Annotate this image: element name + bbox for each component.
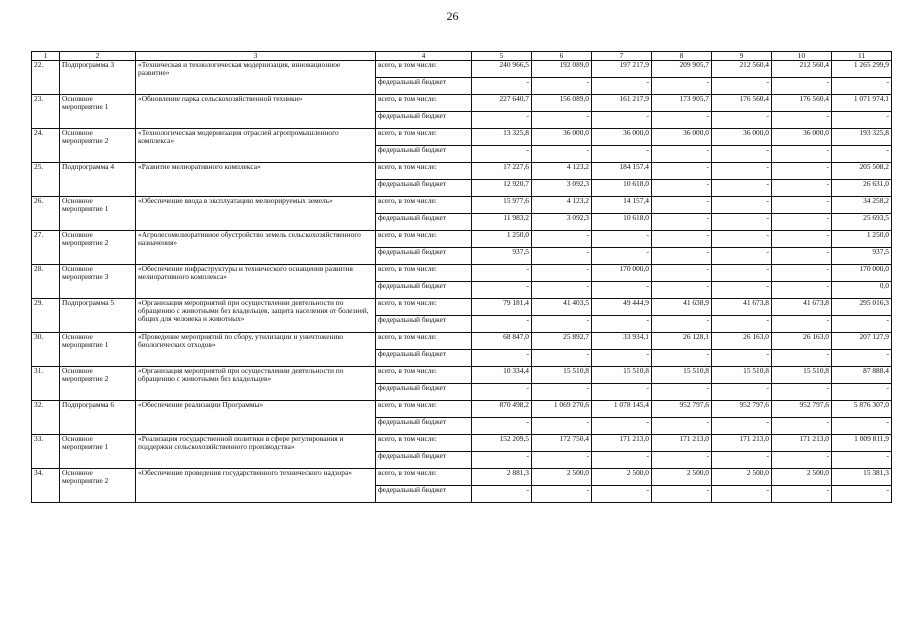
funding-source: федеральный бюджет [376, 146, 472, 163]
program-name: «Обеспечение инфраструктуры и технического оснащения развития мелиоративного комплекса» [136, 265, 376, 299]
amount-cell: 17 227,6 [472, 163, 532, 180]
amount-cell: - [532, 452, 592, 469]
program-type: Основное мероприятие 2 [60, 231, 136, 265]
amount-cell: - [472, 265, 532, 282]
amount-cell: 15 381,3 [832, 469, 892, 486]
amount-cell: 33 934,1 [592, 333, 652, 350]
program-name: «Организация мероприятий при осуществлении деятельности по обращению с животными без владельцев» [136, 367, 376, 401]
row-number: 26. [32, 197, 60, 231]
amount-cell: 2 500,0 [652, 469, 712, 486]
amount-cell: - [832, 452, 892, 469]
column-number: 11 [832, 52, 892, 61]
amount-cell: - [652, 452, 712, 469]
amount-cell: 12 920,7 [472, 180, 532, 197]
funding-source: федеральный бюджет [376, 486, 472, 503]
amount-cell: - [652, 265, 712, 282]
amount-cell: - [712, 418, 772, 435]
amount-cell: 152 209,5 [472, 435, 532, 452]
amount-cell: - [712, 350, 772, 367]
amount-cell: - [592, 282, 652, 299]
amount-cell: 207 127,9 [832, 333, 892, 350]
amount-cell: - [772, 486, 832, 503]
funding-source: всего, в том числе: [376, 61, 472, 78]
amount-cell: 197 217,9 [592, 61, 652, 78]
amount-cell: - [712, 316, 772, 333]
amount-cell: 36 000,0 [772, 129, 832, 146]
amount-cell: - [712, 248, 772, 265]
program-type: Основное мероприятие 3 [60, 265, 136, 299]
amount-cell: 2 500,0 [592, 469, 652, 486]
amount-cell: 1 071 974,1 [832, 95, 892, 112]
amount-cell: - [772, 316, 832, 333]
amount-cell: 1 069 270,6 [532, 401, 592, 418]
amount-cell: - [532, 231, 592, 248]
budget-table [31, 51, 892, 503]
amount-cell: 171 213,0 [712, 435, 772, 452]
row-number: 30. [32, 333, 60, 367]
amount-cell: 11 983,2 [472, 214, 532, 231]
amount-cell: - [772, 163, 832, 180]
amount-cell: 193 325,8 [832, 129, 892, 146]
amount-cell: - [712, 384, 772, 401]
program-name: «Развитие мелиоративного комплекса» [136, 163, 376, 197]
table-row [32, 299, 892, 316]
funding-source: всего, в том числе: [376, 265, 472, 282]
amount-cell: - [772, 350, 832, 367]
amount-cell: 171 213,0 [652, 435, 712, 452]
column-number: 7 [592, 52, 652, 61]
program-type: Основное мероприятие 1 [60, 435, 136, 469]
funding-source: всего, в том числе: [376, 231, 472, 248]
amount-cell: 205 508,2 [832, 163, 892, 180]
program-type: Основное мероприятие 1 [60, 333, 136, 367]
amount-cell: 952 797,6 [652, 401, 712, 418]
amount-cell: 171 213,0 [592, 435, 652, 452]
amount-cell: - [472, 350, 532, 367]
amount-cell: 172 750,4 [532, 435, 592, 452]
amount-cell: 227 640,7 [472, 95, 532, 112]
table-row [32, 401, 892, 418]
amount-cell: 26 163,0 [772, 333, 832, 350]
amount-cell: - [472, 384, 532, 401]
program-name: «Обеспечение реализации Программы» [136, 401, 376, 435]
amount-cell: - [592, 384, 652, 401]
amount-cell: - [832, 350, 892, 367]
amount-cell: 15 510,8 [652, 367, 712, 384]
amount-cell: 170 000,0 [592, 265, 652, 282]
amount-cell: 1 009 811,9 [832, 435, 892, 452]
amount-cell: 15 510,8 [592, 367, 652, 384]
amount-cell: 952 797,6 [772, 401, 832, 418]
amount-cell: - [652, 486, 712, 503]
table-row [32, 163, 892, 180]
program-name: «Обеспечение ввода в эксплуатацию мелиорируемых земель» [136, 197, 376, 231]
amount-cell: 161 217,9 [592, 95, 652, 112]
amount-cell: 870 498,2 [472, 401, 532, 418]
amount-cell: 49 444,9 [592, 299, 652, 316]
amount-cell: - [532, 486, 592, 503]
amount-cell: 36 000,0 [592, 129, 652, 146]
amount-cell: - [472, 316, 532, 333]
amount-cell: - [652, 316, 712, 333]
funding-source: всего, в том числе: [376, 367, 472, 384]
amount-cell: - [592, 231, 652, 248]
program-type: Подпрограмма 5 [60, 299, 136, 333]
amount-cell: 25 892,7 [532, 333, 592, 350]
program-name: «Проведение мероприятий по сбору, утилизации и уничтожению биологических отходов» [136, 333, 376, 367]
amount-cell: - [592, 452, 652, 469]
amount-cell: - [592, 248, 652, 265]
amount-cell: - [772, 112, 832, 129]
amount-cell: - [532, 248, 592, 265]
amount-cell: - [712, 197, 772, 214]
amount-cell: - [472, 486, 532, 503]
amount-cell: 212 560,4 [712, 61, 772, 78]
column-number: 2 [60, 52, 136, 61]
table-row [32, 197, 892, 214]
amount-cell: - [472, 78, 532, 95]
table-row [32, 435, 892, 452]
amount-cell: 26 631,0 [832, 180, 892, 197]
amount-cell: 212 560,4 [772, 61, 832, 78]
amount-cell: 1 250,0 [832, 231, 892, 248]
amount-cell: 25 693,5 [832, 214, 892, 231]
program-type: Основное мероприятие 2 [60, 469, 136, 503]
amount-cell: 4 123,2 [532, 197, 592, 214]
amount-cell: - [652, 282, 712, 299]
table-row [32, 367, 892, 384]
amount-cell: 5 876 307,0 [832, 401, 892, 418]
amount-cell: - [472, 282, 532, 299]
column-number: 10 [772, 52, 832, 61]
amount-cell: - [652, 384, 712, 401]
amount-cell: - [712, 282, 772, 299]
table-row [32, 129, 892, 146]
amount-cell: 87 888,4 [832, 367, 892, 384]
amount-cell: - [832, 316, 892, 333]
amount-cell: 10 334,4 [472, 367, 532, 384]
amount-cell: 26 128,1 [652, 333, 712, 350]
amount-cell: 209 905,7 [652, 61, 712, 78]
funding-source: федеральный бюджет [376, 282, 472, 299]
program-name: «Реализация государственной политики в сфере регулирования и поддержки сельскохозяйственного производства» [136, 435, 376, 469]
amount-cell: - [592, 350, 652, 367]
program-name: «Агролесомелиоративное обустройство земель сельскохозяйственного назначения» [136, 231, 376, 265]
amount-cell: 952 797,6 [712, 401, 772, 418]
row-number: 32. [32, 401, 60, 435]
amount-cell: - [712, 231, 772, 248]
amount-cell: 170 000,0 [832, 265, 892, 282]
amount-cell: - [772, 282, 832, 299]
funding-source: всего, в том числе: [376, 435, 472, 452]
amount-cell: - [772, 265, 832, 282]
column-number: 8 [652, 52, 712, 61]
program-type: Основное мероприятие 1 [60, 197, 136, 231]
funding-source: федеральный бюджет [376, 78, 472, 95]
amount-cell: - [772, 214, 832, 231]
row-number: 29. [32, 299, 60, 333]
table-row [32, 61, 892, 78]
amount-cell: - [712, 486, 772, 503]
amount-cell: - [592, 486, 652, 503]
funding-source: всего, в том числе: [376, 163, 472, 180]
amount-cell: - [712, 265, 772, 282]
amount-cell: - [772, 197, 832, 214]
row-number: 22. [32, 61, 60, 95]
funding-source: федеральный бюджет [376, 112, 472, 129]
amount-cell: - [592, 78, 652, 95]
amount-cell: 36 000,0 [712, 129, 772, 146]
amount-cell: - [652, 231, 712, 248]
program-name: «Техническая и технологическая модернизация, инновационное развитие» [136, 61, 376, 95]
amount-cell: 192 089,0 [532, 61, 592, 78]
amount-cell: - [832, 486, 892, 503]
amount-cell: - [532, 78, 592, 95]
column-number: 6 [532, 52, 592, 61]
amount-cell: 68 847,0 [472, 333, 532, 350]
funding-source: всего, в том числе: [376, 197, 472, 214]
amount-cell: - [532, 282, 592, 299]
amount-cell: - [772, 248, 832, 265]
amount-cell: 15 510,8 [772, 367, 832, 384]
amount-cell: - [472, 146, 532, 163]
program-type: Подпрограмма 6 [60, 401, 136, 435]
amount-cell: - [652, 78, 712, 95]
amount-cell: - [592, 418, 652, 435]
amount-cell: 3 092,3 [532, 214, 592, 231]
amount-cell: - [652, 180, 712, 197]
column-number: 5 [472, 52, 532, 61]
amount-cell: - [592, 316, 652, 333]
row-number: 34. [32, 469, 60, 503]
row-number: 24. [32, 129, 60, 163]
amount-cell: 171 213,0 [772, 435, 832, 452]
amount-cell: 41 673,8 [772, 299, 832, 316]
amount-cell: - [532, 265, 592, 282]
funding-source: федеральный бюджет [376, 384, 472, 401]
program-type: Основное мероприятие 1 [60, 95, 136, 129]
amount-cell: 4 123,2 [532, 163, 592, 180]
amount-cell: 156 089,0 [532, 95, 592, 112]
amount-cell: 41 638,9 [652, 299, 712, 316]
amount-cell: - [652, 146, 712, 163]
amount-cell: - [532, 112, 592, 129]
amount-cell: 26 163,0 [712, 333, 772, 350]
program-name: «Технологическая модернизация отраслей агропромышленного комплекса» [136, 129, 376, 163]
amount-cell: 1 250,0 [472, 231, 532, 248]
amount-cell: - [532, 316, 592, 333]
amount-cell: - [772, 384, 832, 401]
funding-source: федеральный бюджет [376, 350, 472, 367]
program-name: «Организация мероприятий при осуществлении деятельности по обращению с животными без владельцев, защита населения от болезней, общих для человека и животных» [136, 299, 376, 333]
row-number: 25. [32, 163, 60, 197]
row-number: 27. [32, 231, 60, 265]
funding-source: всего, в том числе: [376, 299, 472, 316]
table-row [32, 333, 892, 350]
amount-cell: - [592, 146, 652, 163]
amount-cell: 36 000,0 [652, 129, 712, 146]
amount-cell: 79 181,4 [472, 299, 532, 316]
program-name: «Обеспечение проведения государственного технического надзора» [136, 469, 376, 503]
amount-cell: - [652, 214, 712, 231]
amount-cell: 10 618,0 [592, 180, 652, 197]
amount-cell: - [772, 78, 832, 95]
program-type: Подпрограмма 3 [60, 61, 136, 95]
funding-source: всего, в том числе: [376, 95, 472, 112]
amount-cell: 13 325,8 [472, 129, 532, 146]
amount-cell: 14 157,4 [592, 197, 652, 214]
table-row [32, 95, 892, 112]
table-row [32, 469, 892, 486]
amount-cell: 15 510,8 [712, 367, 772, 384]
amount-cell: - [532, 146, 592, 163]
funding-source: федеральный бюджет [376, 316, 472, 333]
table-row [32, 231, 892, 248]
amount-cell: 15 510,8 [532, 367, 592, 384]
amount-cell: 1 265 299,9 [832, 61, 892, 78]
amount-cell: 0,0 [832, 282, 892, 299]
program-type: Основное мероприятие 2 [60, 367, 136, 401]
amount-cell: - [832, 112, 892, 129]
amount-cell: 34 258,2 [832, 197, 892, 214]
column-number: 3 [136, 52, 376, 61]
amount-cell: 2 881,3 [472, 469, 532, 486]
amount-cell: - [532, 350, 592, 367]
amount-cell: 2 500,0 [712, 469, 772, 486]
funding-source: всего, в том числе: [376, 469, 472, 486]
amount-cell: - [652, 350, 712, 367]
program-type: Подпрограмма 4 [60, 163, 136, 197]
amount-cell: - [712, 214, 772, 231]
amount-cell: 2 500,0 [772, 469, 832, 486]
amount-cell: - [712, 78, 772, 95]
amount-cell: - [772, 418, 832, 435]
amount-cell: - [592, 112, 652, 129]
amount-cell: - [832, 384, 892, 401]
amount-cell: - [652, 418, 712, 435]
amount-cell: - [472, 452, 532, 469]
amount-cell: 173 905,7 [652, 95, 712, 112]
funding-source: всего, в том числе: [376, 333, 472, 350]
amount-cell: - [532, 384, 592, 401]
program-name: «Обновление парка сельскохозяйственной техники» [136, 95, 376, 129]
funding-source: федеральный бюджет [376, 248, 472, 265]
amount-cell: - [712, 180, 772, 197]
amount-cell: 2 500,0 [532, 469, 592, 486]
amount-cell: - [712, 452, 772, 469]
amount-cell: - [772, 231, 832, 248]
amount-cell: - [832, 78, 892, 95]
amount-cell: - [772, 146, 832, 163]
funding-source: всего, в том числе: [376, 401, 472, 418]
row-number: 28. [32, 265, 60, 299]
amount-cell: 15 977,6 [472, 197, 532, 214]
amount-cell: - [712, 146, 772, 163]
funding-source: федеральный бюджет [376, 214, 472, 231]
amount-cell: - [472, 418, 532, 435]
amount-cell: - [652, 112, 712, 129]
column-number-row [32, 52, 892, 61]
funding-source: федеральный бюджет [376, 418, 472, 435]
row-number: 31. [32, 367, 60, 401]
amount-cell: - [832, 146, 892, 163]
amount-cell: 295 016,3 [832, 299, 892, 316]
funding-source: всего, в том числе: [376, 129, 472, 146]
table-row [32, 265, 892, 282]
amount-cell: 240 966,5 [472, 61, 532, 78]
amount-cell: - [652, 197, 712, 214]
amount-cell: - [772, 452, 832, 469]
column-number: 4 [376, 52, 472, 61]
amount-cell: - [832, 418, 892, 435]
page-number: 26 [446, 9, 459, 23]
amount-cell: 36 000,0 [532, 129, 592, 146]
program-type: Основное мероприятие 2 [60, 129, 136, 163]
amount-cell: 176 560,4 [772, 95, 832, 112]
amount-cell: - [472, 112, 532, 129]
amount-cell: - [712, 112, 772, 129]
amount-cell: 10 618,0 [592, 214, 652, 231]
row-number: 23. [32, 95, 60, 129]
column-number: 9 [712, 52, 772, 61]
amount-cell: - [772, 180, 832, 197]
funding-source: федеральный бюджет [376, 180, 472, 197]
amount-cell: - [712, 163, 772, 180]
amount-cell: 41 403,5 [532, 299, 592, 316]
amount-cell: - [652, 248, 712, 265]
amount-cell: - [652, 163, 712, 180]
amount-cell: 937,5 [832, 248, 892, 265]
amount-cell: 41 673,8 [712, 299, 772, 316]
amount-cell: 1 078 145,4 [592, 401, 652, 418]
amount-cell: - [532, 418, 592, 435]
funding-source: федеральный бюджет [376, 452, 472, 469]
column-number: 1 [32, 52, 60, 61]
amount-cell: 176 560,4 [712, 95, 772, 112]
amount-cell: 3 092,3 [532, 180, 592, 197]
amount-cell: 184 157,4 [592, 163, 652, 180]
row-number: 33. [32, 435, 60, 469]
amount-cell: 937,5 [472, 248, 532, 265]
